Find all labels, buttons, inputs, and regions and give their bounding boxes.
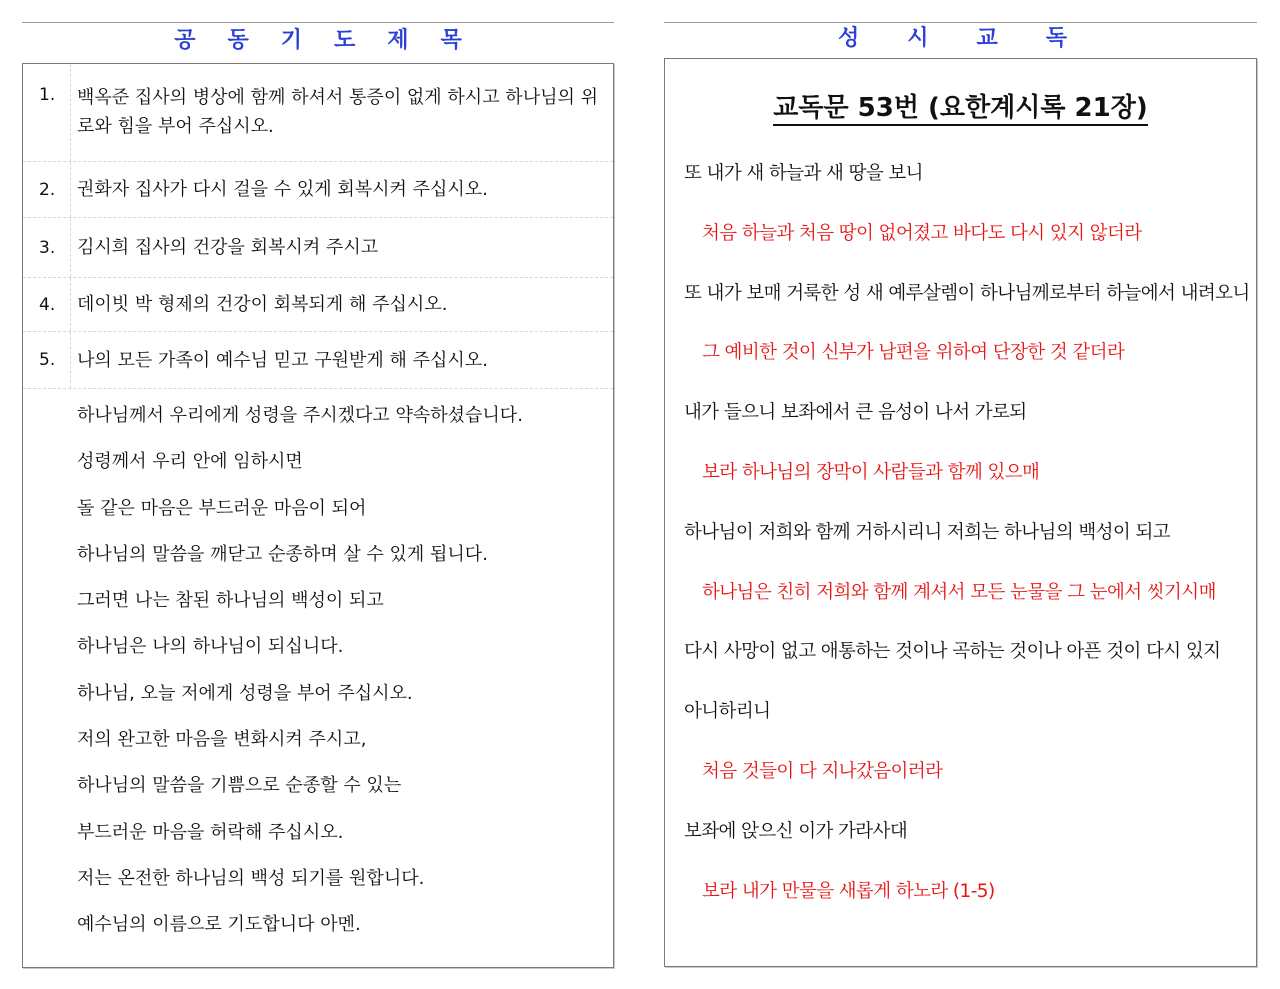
prayer-panel	[22, 63, 614, 968]
prayer-number: 3.	[23, 218, 71, 277]
leader-line: 내가 들으니 보좌에서 큰 음성이 나서 가로되	[684, 402, 1027, 424]
prayer-number: 1.	[23, 64, 71, 161]
paragraph-line: 하나님께서 우리에게 성령을 주시겠다고 약속하셨습니다.	[77, 405, 523, 426]
right-top-rule	[664, 22, 1257, 23]
prayer-paragraph	[23, 389, 613, 957]
prayer-item	[23, 332, 613, 389]
paragraph-line: 하나님, 오늘 저에게 성령을 부어 주십시오.	[77, 682, 413, 704]
response-line: 보라 내가 만물을 새롭게 하노라 (1-5)	[702, 880, 995, 902]
response-line: 하나님은 친히 저희와 함께 계셔서 모든 눈물을 그 눈에서 씻기시매	[702, 581, 1216, 603]
prayer-item	[23, 278, 613, 332]
paragraph-line: 성령께서 우리 안에 임하시면	[77, 451, 303, 473]
prayer-item	[23, 218, 613, 278]
prayer-text: 백옥준 집사의 병상에 함께 하셔서 통증이 없게 하시고 하나님의 위로와 힘을 부어 주십시오.	[77, 87, 598, 137]
leader-line: 또 내가 보매 거룩한 성 새 예루살렘이 하나님께로부터 하늘에서 내려오니	[684, 282, 1250, 304]
paragraph-line: 저는 온전한 하나님의 백성 되기를 원합니다.	[77, 867, 425, 889]
response-line: 보라 하나님의 장막이 사람들과 함께 있으매	[702, 461, 1040, 483]
reading-lines	[665, 159, 1256, 936]
prayer-item	[23, 162, 613, 218]
paragraph-line: 하나님의 말씀을 기쁨으로 순종할 수 있는	[77, 775, 402, 797]
leader-line: 하나님이 저희와 함께 거하시리니 저희는 하나님의 백성이 되고	[684, 521, 1171, 543]
paragraph-line: 돌 같은 마음은 부드러운 마음이 되어	[77, 497, 367, 519]
prayer-text: 데이빗 박 형제의 건강이 회복되게 해 주십시오.	[77, 294, 448, 315]
paragraph-line: 하나님은 나의 하나님이 되십니다.	[77, 636, 344, 658]
prayer-item	[23, 64, 613, 162]
response-line: 처음 하늘과 처음 땅이 없어졌고 바다도 다시 있지 않더라	[702, 222, 1142, 244]
prayer-text: 나의 모든 가족이 예수님 믿고 구원받게 해 주십시오.	[77, 349, 488, 371]
reading-title-text: 교독문 53번 (요한계시록 21장)	[773, 93, 1147, 126]
leader-line: 다시 사망이 없고 애통하는 것이나 곡하는 것이나 아픈 것이 다시 있지	[684, 641, 1221, 663]
paragraph-line: 하나님의 말씀을 깨닫고 순종하며 살 수 있게 됩니다.	[77, 543, 488, 565]
prayer-heading: 공동기도제목	[174, 28, 494, 53]
paragraph-line: 그러면 나는 참된 하나님의 백성이 되고	[77, 590, 384, 612]
leader-line: 보좌에 앉으신 이가 가라사대	[684, 820, 908, 842]
paragraph-line: 저의 완고한 마음을 변화시켜 주시고,	[77, 729, 367, 751]
prayer-number: 2.	[23, 162, 71, 217]
reading-heading: 성시교독	[837, 26, 1115, 51]
paragraph-line: 부드러운 마음을 허락해 주십시오.	[77, 821, 344, 843]
response-line: 처음 것들이 다 지나갔음이러라	[702, 760, 943, 782]
prayer-number: 4.	[23, 278, 71, 331]
response-line: 그 예비한 것이 신부가 남편을 위하여 단장한 것 같더라	[702, 342, 1125, 364]
leader-line: 아니하리니	[684, 701, 771, 723]
reading-title	[665, 89, 1256, 127]
prayer-text: 김시희 집사의 건강을 회복시켜 주시고	[77, 237, 379, 258]
left-top-rule	[22, 22, 614, 23]
leader-line: 또 내가 새 하늘과 새 땅을 보니	[684, 163, 923, 184]
prayer-number: 5.	[23, 332, 71, 388]
reading-panel	[664, 58, 1257, 967]
paragraph-line: 예수님의 이름으로 기도합니다 아멘.	[77, 914, 361, 936]
prayer-text: 권화자 집사가 다시 걸을 수 있게 회복시켜 주십시오.	[77, 179, 488, 200]
